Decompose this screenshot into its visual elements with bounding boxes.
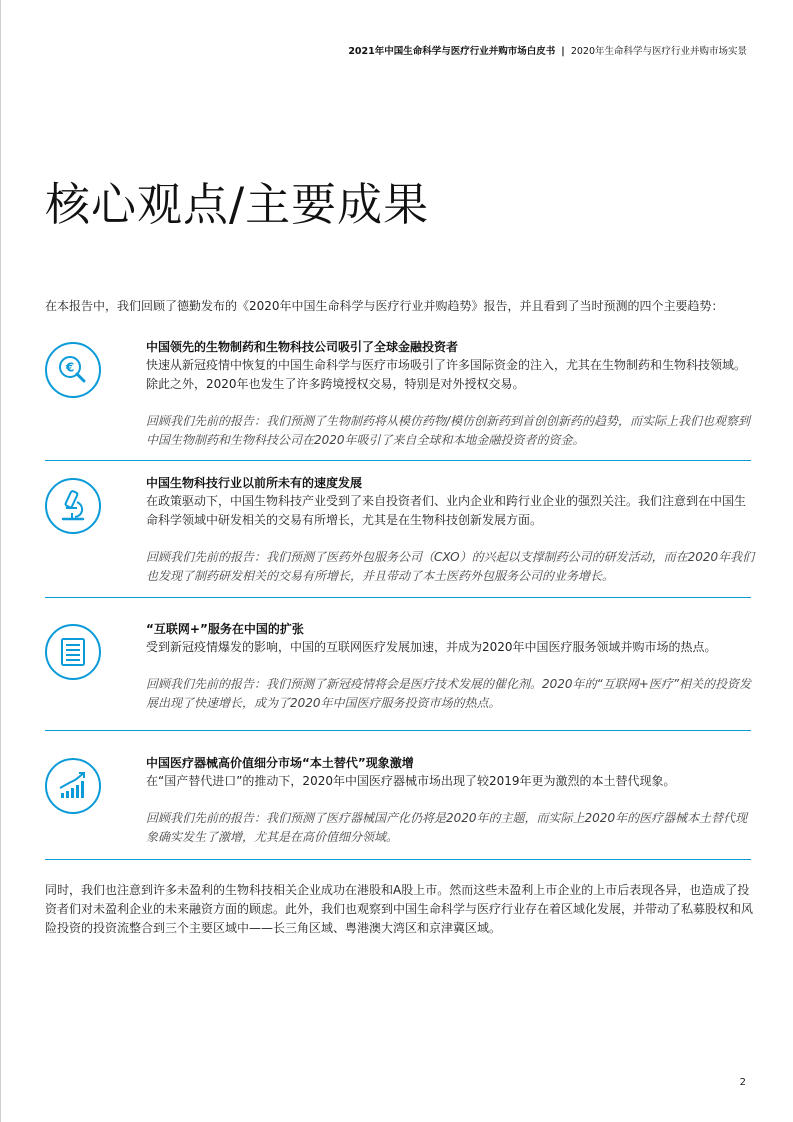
section-divider bbox=[45, 460, 751, 461]
section-review: 回顾我们先前的报告：我们预测了生物制药将从模仿药物/模仿创新药到首创创新药的趋势，而实际上我们也观察到中国生物制药和生物科技公司在2020年吸引了来自全球和本地金融投资者的资金。 bbox=[146, 414, 751, 447]
section-heading: 中国领先的生物制药和生物科技公司吸引了全球金融投资者 bbox=[146, 340, 459, 354]
intro-paragraph: 在本报告中，我们回顾了德勤发布的《2020年中国生命科学与医疗行业并购趋势》报告，并且看到了当时预测的四个主要趋势： bbox=[45, 299, 724, 313]
section-divider bbox=[45, 597, 751, 598]
euro-magnifier-icon bbox=[45, 342, 101, 398]
running-header bbox=[348, 43, 747, 57]
section-heading: “互联网+”服务在中国的扩张 bbox=[146, 622, 304, 636]
microscope-icon bbox=[45, 478, 101, 534]
section-divider bbox=[45, 730, 751, 731]
section-text: 快速从新冠疫情中恢复的中国生命科学与医疗市场吸引了许多国际资金的注入，尤其在生物制药和生物科技领域。除此之外，2020年也发生了许多跨境授权交易，特别是对外授权交易。 bbox=[146, 358, 747, 391]
section-review: 回顾我们先前的报告：我们预测了医药外包服务公司（CXO）的兴起以支撑制药公司的研发活动，而在2020年我们也发现了制药研发相关的交易有所增长，并且带动了本土医药外包服务公司的业务增长。 bbox=[146, 550, 755, 583]
section-text: 受到新冠疫情爆发的影响，中国的互联网医疗发展加速，并成为2020年中国医疗服务领域并购市场的热点。 bbox=[146, 640, 717, 654]
section-heading: 中国医疗器械高价值细分市场“本土替代”现象激增 bbox=[146, 756, 414, 770]
section-review: 回顾我们先前的报告：我们预测了医疗器械国产化仍将是2020年的主题，而实际上2020年的医疗器械本土替代现象确实发生了激增，尤其是在高价值细分领域。 bbox=[146, 811, 748, 844]
section-title: 2020年生命科学与医疗行业并购市场实景 bbox=[570, 46, 747, 57]
header-separator: | bbox=[561, 46, 565, 57]
closing-paragraph: 同时，我们也注意到许多未盈利的生物科技相关企业成功在港股和A股上市。然而这些未盈利上市企业的上市后表现各异，也造成了投资者们对未盈利企业的未来融资方面的顾虑。此外，我们也观察到中国生命科学与医疗行业存在着区域化发展，并带动了私募股权和风险投资的投资流整合到三个主要区域中——长三角区域、粤港澳大湾区和京津冀区域。 bbox=[45, 883, 754, 935]
server-icon bbox=[45, 624, 101, 680]
section-divider bbox=[45, 859, 751, 860]
growth-chart-icon bbox=[45, 758, 101, 814]
page-title: 核心观点/主要成果 bbox=[45, 178, 430, 231]
section-text: 在政策驱动下，中国生物科技产业受到了来自投资者们、业内企业和跨行业企业的强烈关注。我们注意到在中国生命科学领域中研发相关的交易有所增长，尤其是在生物科技创新发展方面。 bbox=[146, 494, 747, 527]
section-review: 回顾我们先前的报告：我们预测了新冠疫情将会是医疗技术发展的催化剂。2020年的“互联网+医疗”相关的投资发展出现了快速增长，成为了2020年中国医疗服务投资市场的热点。 bbox=[146, 677, 752, 710]
svg-text:€: € bbox=[65, 360, 75, 375]
report-title: 2021年中国生命科学与医疗行业并购市场白皮书 bbox=[348, 46, 556, 57]
section-text: 在“国产替代进口”的推动下，2020年中国医疗器械市场出现了较2019年更为激烈的本土替代现象。 bbox=[146, 774, 676, 788]
page-number: 2 bbox=[739, 1077, 746, 1088]
page-edge bbox=[0, 0, 1, 1122]
section-heading: 中国生物科技行业以前所未有的速度发展 bbox=[146, 476, 363, 490]
